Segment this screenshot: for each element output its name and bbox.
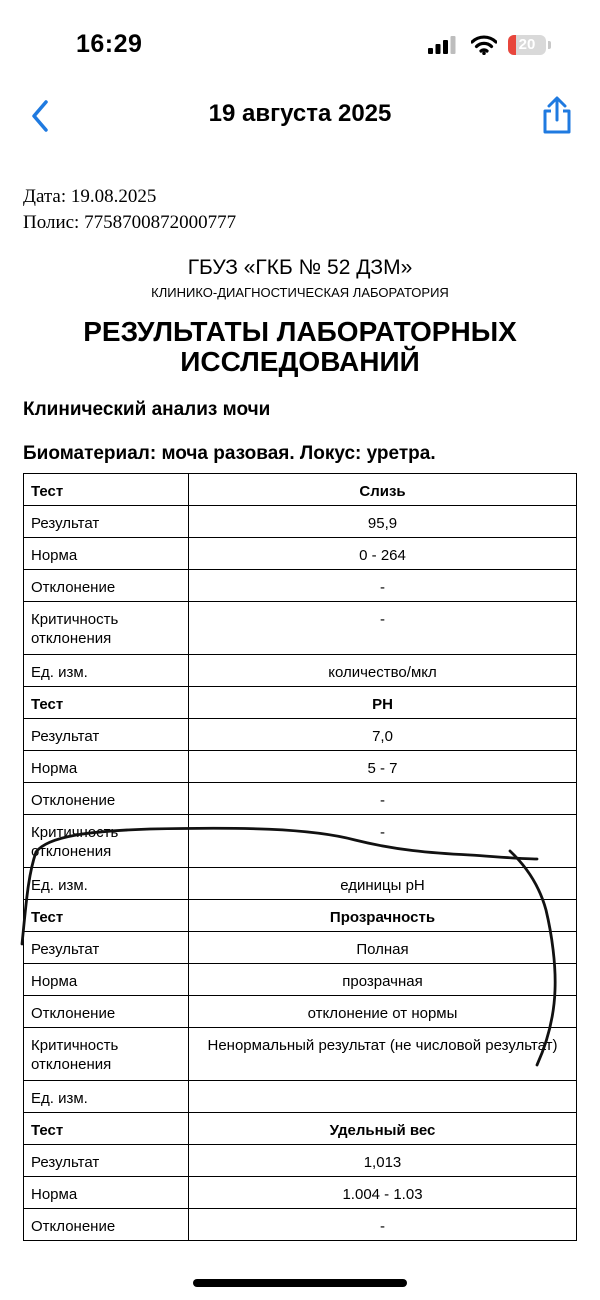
test-name: Удельный вес <box>189 1113 577 1145</box>
table-row <box>24 1209 577 1241</box>
deviation-label: Отклонение <box>24 996 189 1028</box>
norm-value: 0 - 264 <box>189 538 577 570</box>
table-row <box>24 1145 577 1177</box>
table-row <box>24 1081 577 1113</box>
table-row <box>24 815 577 868</box>
criticality-label: Критичность отклонения <box>24 815 189 868</box>
test-label: Тест <box>24 687 189 719</box>
table-row <box>24 751 577 783</box>
norm-value: 5 - 7 <box>189 751 577 783</box>
table-row <box>24 783 577 815</box>
result-label: Результат <box>24 506 189 538</box>
test-name: Прозрачность <box>189 900 577 932</box>
table-row <box>24 932 577 964</box>
table-row <box>24 1177 577 1209</box>
criticality-value: - <box>189 602 577 655</box>
table-row <box>24 996 577 1028</box>
norm-label: Норма <box>24 751 189 783</box>
table-row <box>24 538 577 570</box>
test-name: Слизь <box>189 474 577 506</box>
deviation-value: - <box>189 570 577 602</box>
date-line: Дата: 19.08.2025 <box>23 186 157 207</box>
document-title: РЕЗУЛЬТАТЫ ЛАБОРАТОРНЫХ ИССЛЕДОВАНИЙ <box>83 316 517 377</box>
table-row <box>24 964 577 996</box>
unit-label: Ед. изм. <box>24 655 189 687</box>
unit-label: Ед. изм. <box>24 868 189 900</box>
deviation-label: Отклонение <box>24 783 189 815</box>
result-value: Полная <box>189 932 577 964</box>
policy-line: Полис: 7758700872000777 <box>23 212 237 233</box>
deviation-value: - <box>189 1209 577 1241</box>
table-row <box>24 1028 577 1081</box>
table-row <box>24 506 577 538</box>
results-table-container <box>23 473 579 1249</box>
unit-value: количество/мкл <box>189 655 577 687</box>
table-row <box>24 868 577 900</box>
norm-label: Норма <box>24 964 189 996</box>
home-indicator[interactable] <box>193 1279 407 1287</box>
result-value: 95,9 <box>189 506 577 538</box>
table-row <box>24 655 577 687</box>
table-row <box>24 1113 577 1145</box>
norm-value: прозрачная <box>189 964 577 996</box>
section-title: Клинический анализ мочи <box>23 399 271 420</box>
table-row <box>24 602 577 655</box>
biomaterial-line: Биоматериал: моча разовая. Локус: уретра. <box>23 443 436 464</box>
organization-name: ГБУЗ «ГКБ № 52 ДЗМ» <box>187 256 413 279</box>
results-table <box>23 473 577 1241</box>
deviation-label: Отклонение <box>24 1209 189 1241</box>
deviation-label: Отклонение <box>24 570 189 602</box>
result-label: Результат <box>24 932 189 964</box>
norm-label: Норма <box>24 1177 189 1209</box>
result-label: Результат <box>24 1145 189 1177</box>
norm-value: 1.004 - 1.03 <box>189 1177 577 1209</box>
table-row <box>24 474 577 506</box>
deviation-value: - <box>189 783 577 815</box>
table-row <box>24 570 577 602</box>
test-label: Тест <box>24 900 189 932</box>
criticality-value: - <box>189 815 577 868</box>
unit-value: единицы pH <box>189 868 577 900</box>
table-row <box>24 687 577 719</box>
deviation-value: отклонение от нормы <box>189 996 577 1028</box>
test-label: Тест <box>24 474 189 506</box>
laboratory-name: КЛИНИКО-ДИАГНОСТИЧЕСКАЯ ЛАБОРАТОРИЯ <box>151 285 449 300</box>
criticality-label: Критичность отклонения <box>24 602 189 655</box>
page-title: 19 августа 2025 <box>208 100 392 127</box>
result-value: 1,013 <box>189 1145 577 1177</box>
unit-value <box>189 1081 577 1113</box>
criticality-value: Ненормальный результат (не числовой результат) <box>189 1028 577 1081</box>
table-row <box>24 719 577 751</box>
test-name: PH <box>189 687 577 719</box>
unit-label: Ед. изм. <box>24 1081 189 1113</box>
test-label: Тест <box>24 1113 189 1145</box>
table-row <box>24 900 577 932</box>
result-value: 7,0 <box>189 719 577 751</box>
criticality-label: Критичность отклонения <box>24 1028 189 1081</box>
norm-label: Норма <box>24 538 189 570</box>
result-label: Результат <box>24 719 189 751</box>
battery-level: 20 <box>518 36 536 53</box>
status-time: 16:29 <box>76 30 143 58</box>
